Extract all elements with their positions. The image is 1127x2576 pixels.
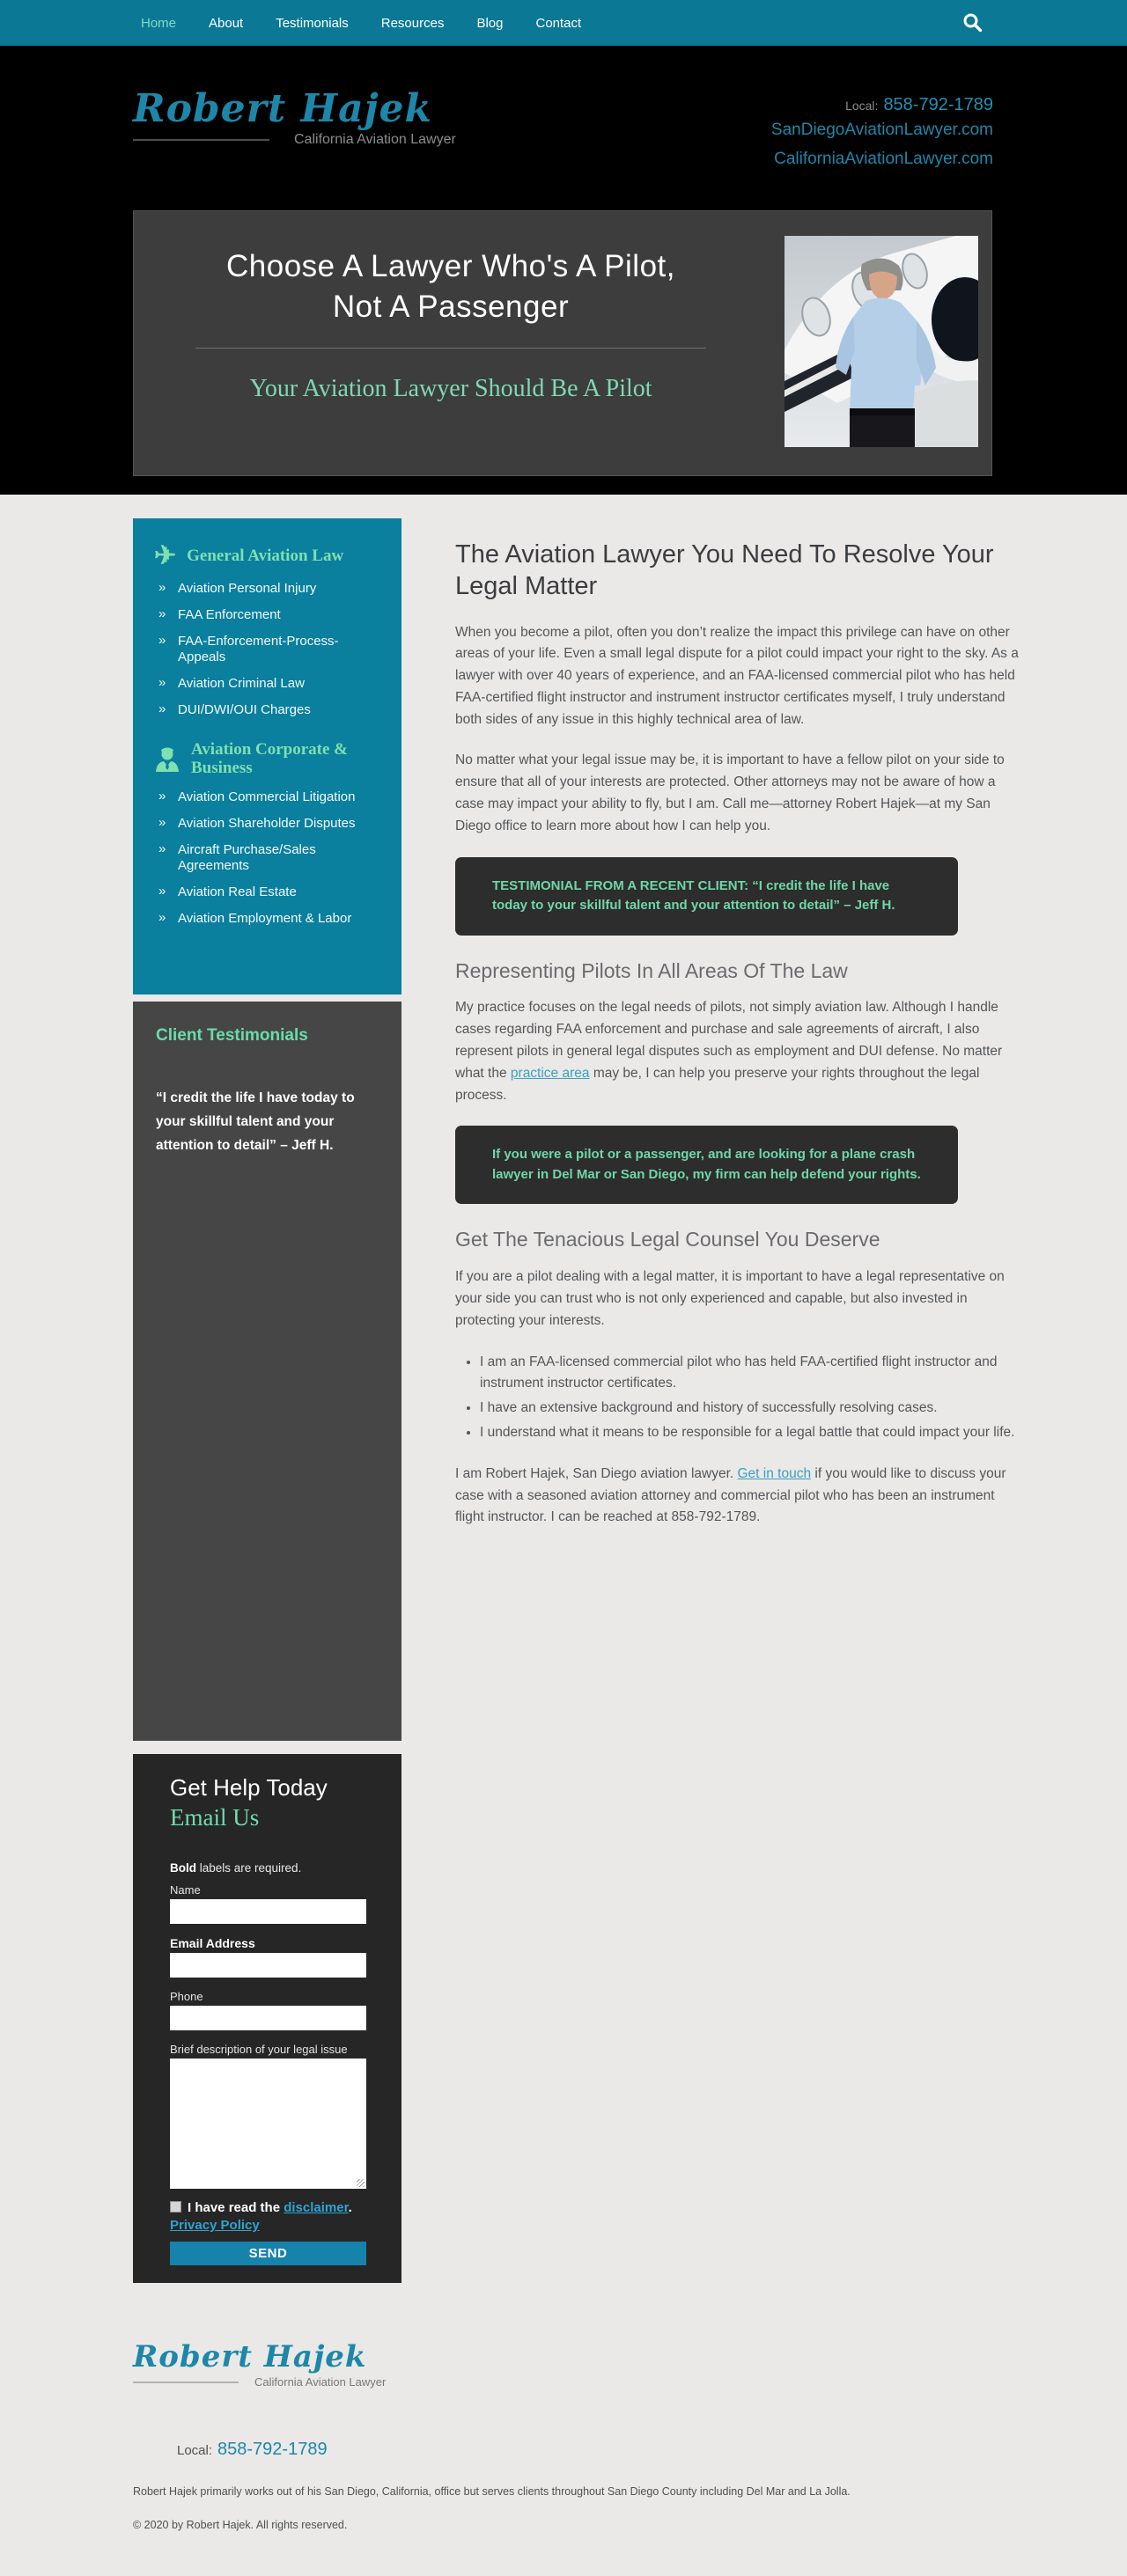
footer: [0, 2299, 1127, 2576]
form-note-bold: Bold: [170, 1860, 196, 1875]
chevron-icon: »: [158, 840, 166, 856]
header-phone-link[interactable]: 858-792-1789: [883, 95, 993, 114]
description-label: Brief description of your legal issue: [170, 2042, 348, 2056]
domain-link-california[interactable]: CaliforniaAviationLawyer.com: [774, 150, 993, 169]
sidebar-item-label: Aviation Personal Injury: [178, 581, 317, 596]
chevron-icon: »: [158, 789, 166, 804]
sidebar-item-dui-charges[interactable]: [154, 702, 380, 719]
form-required-note: [170, 1861, 366, 1875]
footer-local-label: Local:: [177, 2443, 213, 2458]
footer-service-area: Robert Hajek primarily works out of his San Diego, California, office but serves clients throughout San Diego County including Del Mar and La Jolla.: [133, 2485, 851, 2498]
sidebar-item-label: Aviation Real Estate: [178, 884, 297, 900]
domain-link-sandiego[interactable]: SanDiegoAviationLawyer.com: [770, 121, 993, 139]
name-label: Name: [170, 1882, 201, 1897]
practice-areas-sidebar: [133, 518, 401, 994]
intro-paragraph-2: No matter what your legal issue may be, it is important to have a fellow pilot on your side to ensure that all of your interests are protected. Other attorneys may not be aware of how a case may impact your ability to fly, but I am. Call me—attorney Robert Hajek—at my San Diego office to learn more about how I can help you.: [455, 752, 1005, 833]
sidebar-item-label: FAA-Enforcement-Process-Appeals: [178, 633, 339, 665]
sidebar-item-label: Aircraft Purchase/Sales Agreements: [178, 841, 316, 874]
closing-paragraph: [455, 1464, 1024, 1529]
counsel-paragraph: If you are a pilot dealing with a legal matter, it is important to have a legal representative on your side you can trust who is not only experienced and capable, but also invested in protecting your interests.: [455, 1269, 1005, 1328]
chevron-icon: »: [158, 675, 166, 690]
closing-paragraph-text-end: if you would like to discuss your case with a seasoned aviation attorney and commercial pilot who has been an instrument flight instructor. I can be reached at 858-792-1789.: [455, 1465, 1006, 1525]
practice-paragraph: [455, 997, 1024, 1106]
footer-logo: [133, 2341, 386, 2389]
pilot-icon: [154, 745, 180, 773]
sidebar-section-general-aviation[interactable]: [154, 543, 380, 569]
credentials-item: • I have an extensive background and history of successfully resolving cases.: [480, 1398, 1024, 1420]
privacy-policy-link[interactable]: Privacy Policy: [170, 2218, 260, 2234]
footer-copyright: © 2020 by Robert Hajek. All rights reserved.: [133, 2519, 348, 2531]
checkbox-label: I have read the: [188, 2199, 284, 2215]
plane-crash-callout: If you were a pilot or a passenger, and are looking for a plane crash lawyer in Del Mar or San Diego, my firm can help defend your rights.: [455, 1126, 958, 1204]
sidebar-list-corporate: [154, 789, 380, 928]
footer-phone-link[interactable]: 858-792-1789: [217, 2440, 328, 2459]
nav-item-blog[interactable]: Blog: [476, 15, 504, 31]
sidebar-item-criminal-law[interactable]: [154, 676, 380, 693]
description-field[interactable]: [170, 2059, 366, 2189]
sidebar-item-commercial-litigation[interactable]: [154, 789, 380, 806]
main-content: [455, 526, 1024, 1548]
name-field[interactable]: [170, 1899, 366, 1924]
sidebar-section-title: Aviation Corporate & Business: [191, 739, 349, 778]
form-note-rest: labels are required.: [196, 1860, 302, 1875]
sidebar-item-real-estate[interactable]: [154, 884, 380, 901]
hero-divider: [195, 348, 706, 349]
chevron-icon: »: [158, 632, 166, 648]
sidebar-section-title: General Aviation Law: [187, 547, 344, 566]
sidebar-list-general: [154, 581, 380, 719]
chevron-icon: »: [158, 580, 166, 595]
phone-field[interactable]: [170, 2006, 366, 2030]
sidebar-item-personal-injury[interactable]: [154, 581, 380, 598]
practice-paragraph-text: My practice focuses on the legal needs of pilots, not simply aviation law. Although I handle cases regarding FAA enforcement and purchase and sale agreements of aircraft, I also represent pilots in general legal disputes such as employment and DUI defense. No matter what the: [455, 1000, 1003, 1081]
email-field[interactable]: [170, 1953, 366, 1978]
hero-title-line2: Not A Passenger: [332, 289, 570, 324]
sidebar-item-label: DUI/DWI/OUI Charges: [178, 701, 311, 717]
sidebar-item-label: Aviation Criminal Law: [178, 676, 305, 691]
form-title: Get Help Today: [170, 1774, 328, 1801]
page-title: The Aviation Lawyer You Need To Resolve Your Legal Matter: [455, 540, 994, 601]
sidebar-item-faa-enforcement[interactable]: [154, 607, 380, 624]
sidebar-section-corporate-business[interactable]: [154, 740, 380, 779]
hero-title: [160, 246, 741, 327]
testimonials-title: Client Testimonials: [156, 1026, 308, 1045]
site-logo[interactable]: [133, 88, 456, 148]
section-heading-tenacious-counsel: Get The Tenacious Legal Counsel You Deserve: [455, 1228, 880, 1251]
credentials-item: • I understand what it means to be responsible for a legal battle that could impact your life.: [480, 1422, 1024, 1444]
sidebar-item-employment-labor[interactable]: [154, 911, 380, 928]
send-button[interactable]: SEND: [170, 2242, 366, 2265]
chevron-icon: »: [158, 814, 166, 830]
resize-handle-icon[interactable]: [357, 2179, 365, 2187]
airplane-icon: ✈: [154, 541, 177, 570]
checkbox-label-end: .: [348, 2199, 352, 2215]
nav-item-contact[interactable]: Contact: [535, 15, 582, 31]
header-band: [0, 46, 1127, 495]
sidebar-item-shareholder-disputes[interactable]: [154, 816, 380, 833]
section-heading-representing-pilots: Representing Pilots In All Areas Of The Law: [455, 958, 848, 982]
phone-label: Phone: [170, 1989, 203, 2003]
practice-area-link[interactable]: practice area: [510, 1065, 590, 1081]
disclaimer-checkbox[interactable]: [170, 2201, 181, 2213]
nav-item-testimonials[interactable]: Testimonials: [276, 15, 349, 31]
sidebar-item-label: FAA Enforcement: [178, 606, 281, 622]
email-label: Email Address: [170, 1935, 255, 1950]
form-subtitle: Email Us: [170, 1803, 260, 1831]
get-in-touch-link[interactable]: Get in touch: [737, 1465, 812, 1481]
client-testimonials-panel: [133, 1002, 401, 1741]
credentials-item: • I am an FAA-licensed commercial pilot who has held FAA-certified flight instructor and instrument instructor certificates.: [480, 1352, 1024, 1396]
footer-logo-tagline: California Aviation Lawyer: [254, 2375, 387, 2389]
chevron-icon: »: [158, 884, 166, 899]
hero-text: [160, 246, 741, 403]
hero-banner: [133, 210, 992, 476]
top-nav: [0, 0, 1127, 46]
hero-subtitle: Your Aviation Lawyer Should Be A Pilot: [249, 375, 652, 402]
intro-paragraph-1: When you become a pilot, often you don’t realize the impact this privilege can have on other areas of your life. Even a small legal dispute for a pilot could impact your right to the sky. As a lawyer with over 40 years of experience, and an FAA-licensed commercial pilot who has held FAA-certified flight instructor and instrument instructor certificates myself, I truly understand both sides of any issue in this highly technical area of law.: [455, 624, 1019, 727]
sidebar-item-label: Aviation Shareholder Disputes: [178, 815, 356, 831]
logo-name: Robert Hajek: [133, 86, 432, 131]
local-label: Local:: [845, 99, 879, 113]
sidebar-item-label: Aviation Employment & Labor: [178, 910, 352, 926]
attorney-photo: [784, 236, 978, 447]
chevron-icon: »: [158, 701, 166, 716]
nav-item-home[interactable]: Home: [141, 15, 177, 31]
testimonial-quote: “I credit the life I have today to your skillful talent and your attention to detail” – Jeff H.: [156, 1090, 355, 1154]
chevron-icon: »: [158, 909, 166, 925]
footer-logo-name: Robert Hajek: [133, 2339, 367, 2374]
hero-title-line1: Choose A Lawyer Who's A Pilot,: [225, 249, 675, 283]
chevron-icon: »: [158, 605, 166, 621]
logo-tagline: California Aviation Lawyer: [294, 132, 456, 148]
footer-logo-underline: [133, 2382, 239, 2383]
logo-underline: [133, 139, 269, 141]
header-contacts: [771, 95, 993, 174]
testimonial-callout: TESTIMONIAL FROM A RECENT CLIENT: “I credit the life I have today to your skillful talent and your attention to detail” – Jeff H.: [455, 857, 958, 936]
closing-paragraph-text: I am Robert Hajek, San Diego aviation lawyer.: [455, 1465, 738, 1481]
nav-item-resources[interactable]: Resources: [380, 15, 445, 31]
contact-form-panel: [133, 1754, 401, 2283]
sidebar-item-faa-appeals[interactable]: [154, 634, 380, 667]
disclaimer-link[interactable]: disclaimer: [284, 2199, 349, 2215]
sidebar-item-purchase-sales[interactable]: [154, 842, 380, 876]
practice-paragraph-text-end: may be, I can help you preserve your rights throughout the legal process.: [455, 1065, 980, 1103]
sidebar-item-label: Aviation Commercial Litigation: [178, 789, 356, 805]
nav-item-about[interactable]: About: [209, 15, 244, 31]
credentials-list: [480, 1352, 1024, 1444]
search-icon[interactable]: [961, 11, 984, 34]
